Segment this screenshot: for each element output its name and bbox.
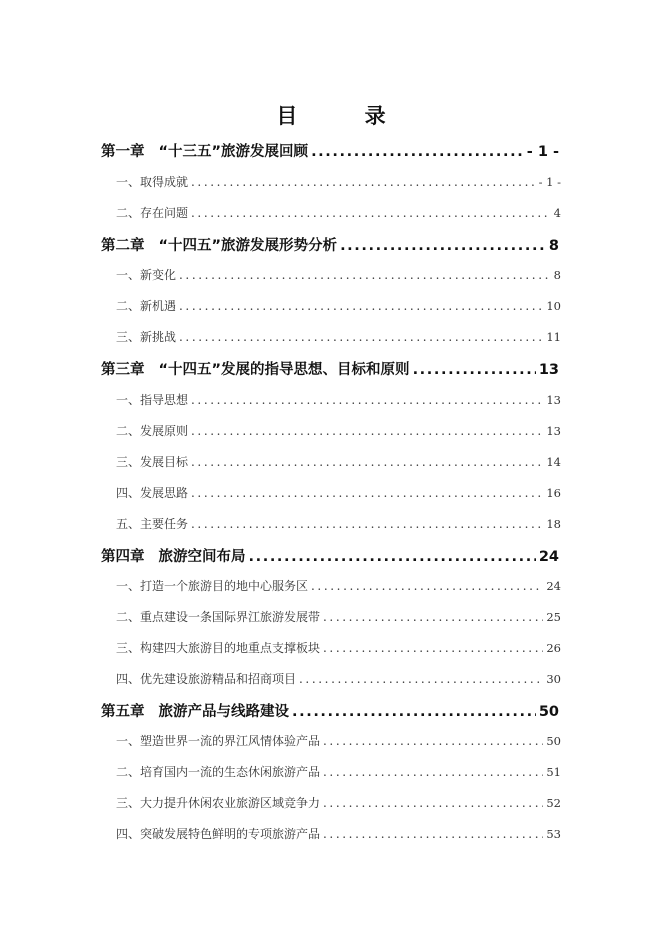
leader-dots — [191, 424, 543, 438]
section-title: 一、新变化 — [116, 268, 177, 282]
page-number: 4 — [553, 206, 561, 220]
toc-section[interactable] — [116, 639, 561, 656]
section-title: 五、主要任务 — [116, 517, 189, 531]
page-title: 目 录 — [276, 104, 416, 128]
page-number: 25 — [546, 610, 561, 624]
section-title: 三、大力提升休闲农业旅游区域竞争力 — [116, 796, 321, 810]
section-title: 二、存在问题 — [116, 206, 189, 220]
leader-dots — [191, 517, 543, 531]
toc-section[interactable] — [116, 422, 561, 439]
leader-dots — [191, 455, 543, 469]
leader-dots — [311, 579, 543, 593]
chapter-label: 第一章 — [101, 144, 145, 160]
section-title: 四、优先建设旅游精品和招商项目 — [116, 672, 297, 686]
leader-dots — [191, 393, 543, 407]
toc-chapter-1[interactable] — [101, 140, 559, 161]
toc-section[interactable] — [116, 732, 561, 749]
toc-section[interactable] — [116, 391, 561, 408]
page-number: 50 — [538, 704, 559, 720]
leader-dots — [292, 704, 536, 720]
chapter-label: 第二章 — [101, 238, 145, 254]
chapter-label: 第四章 — [101, 549, 145, 565]
section-title: 二、重点建设一条国际界江旅游发展带 — [116, 610, 321, 624]
leader-dots — [340, 238, 546, 254]
section-title: 四、突破发展特色鲜明的专项旅游产品 — [116, 827, 321, 841]
toc-section[interactable] — [116, 608, 561, 625]
chapter-title: 旅游产品与线路建设 — [158, 704, 289, 720]
toc-section[interactable] — [116, 577, 561, 594]
page-number: 8 — [553, 268, 561, 282]
page-number: 24 — [546, 579, 561, 593]
leader-dots — [191, 175, 536, 189]
toc-section[interactable] — [116, 825, 561, 842]
toc-chapter-2[interactable] — [101, 234, 559, 255]
toc-section[interactable] — [116, 297, 561, 314]
chapter-title: “十三五”旅游发展回顾 — [158, 144, 309, 160]
toc-chapter-3[interactable] — [101, 358, 559, 379]
page-number: 13 — [546, 424, 561, 438]
page-number: 26 — [546, 641, 561, 655]
leader-dots — [311, 144, 524, 160]
page-number: 53 — [546, 827, 561, 841]
page-number: 30 — [546, 672, 561, 686]
chapter-title: “十四五”发展的指导思想、目标和原则 — [158, 362, 410, 378]
page-number: 52 — [546, 796, 561, 810]
leader-dots — [323, 641, 543, 655]
section-title: 二、新机遇 — [116, 299, 177, 313]
chapter-label: 第五章 — [101, 704, 145, 720]
leader-dots — [413, 362, 536, 378]
toc-section[interactable] — [116, 173, 561, 190]
leader-dots — [323, 734, 543, 748]
toc-section[interactable] — [116, 670, 561, 687]
page-number: 13 — [546, 393, 561, 407]
leader-dots — [249, 549, 536, 565]
page-number: 51 — [546, 765, 561, 779]
section-title: 四、发展思路 — [116, 486, 189, 500]
leader-dots — [323, 610, 543, 624]
chapter-label: 第三章 — [101, 362, 145, 378]
leader-dots — [179, 268, 551, 282]
section-title: 二、培育国内一流的生态休闲旅游产品 — [116, 765, 321, 779]
toc-section[interactable] — [116, 204, 561, 221]
toc-section[interactable] — [116, 328, 561, 345]
chapter-title: 旅游空间布局 — [158, 549, 246, 565]
section-title: 三、发展目标 — [116, 455, 189, 469]
toc-section[interactable] — [116, 515, 561, 532]
page-number: 8 — [548, 238, 559, 254]
leader-dots — [323, 796, 543, 810]
toc-section[interactable] — [116, 763, 561, 780]
page-number: 24 — [538, 549, 559, 565]
page-number: 18 — [546, 517, 561, 531]
page-number: 13 — [538, 362, 559, 378]
section-title: 一、指导思想 — [116, 393, 189, 407]
toc-chapter-5[interactable] — [101, 700, 559, 721]
leader-dots — [179, 330, 543, 344]
leader-dots — [191, 486, 543, 500]
section-title: 三、新挑战 — [116, 330, 177, 344]
section-title: 一、塑造世界一流的界江风情体验产品 — [116, 734, 321, 748]
page-number: - 1 - — [538, 175, 561, 189]
leader-dots — [191, 206, 551, 220]
page-number: 50 — [546, 734, 561, 748]
toc-section[interactable] — [116, 794, 561, 811]
page-number: 14 — [546, 455, 561, 469]
leader-dots — [299, 672, 543, 686]
section-title: 二、发展原则 — [116, 424, 189, 438]
leader-dots — [179, 299, 543, 313]
page-number: - 1 - — [526, 144, 559, 160]
section-title: 三、构建四大旅游目的地重点支撑板块 — [116, 641, 321, 655]
toc-chapter-4[interactable] — [101, 545, 559, 566]
leader-dots — [323, 765, 543, 779]
page-number: 11 — [546, 330, 561, 344]
toc-section[interactable] — [116, 484, 561, 501]
page-number: 10 — [546, 299, 561, 313]
toc-section[interactable] — [116, 266, 561, 283]
chapter-title: “十四五”旅游发展形势分析 — [158, 238, 338, 254]
section-title: 一、取得成就 — [116, 175, 189, 189]
toc-section[interactable] — [116, 453, 561, 470]
section-title: 一、打造一个旅游目的地中心服务区 — [116, 579, 309, 593]
page-number: 16 — [546, 486, 561, 500]
leader-dots — [323, 827, 543, 841]
